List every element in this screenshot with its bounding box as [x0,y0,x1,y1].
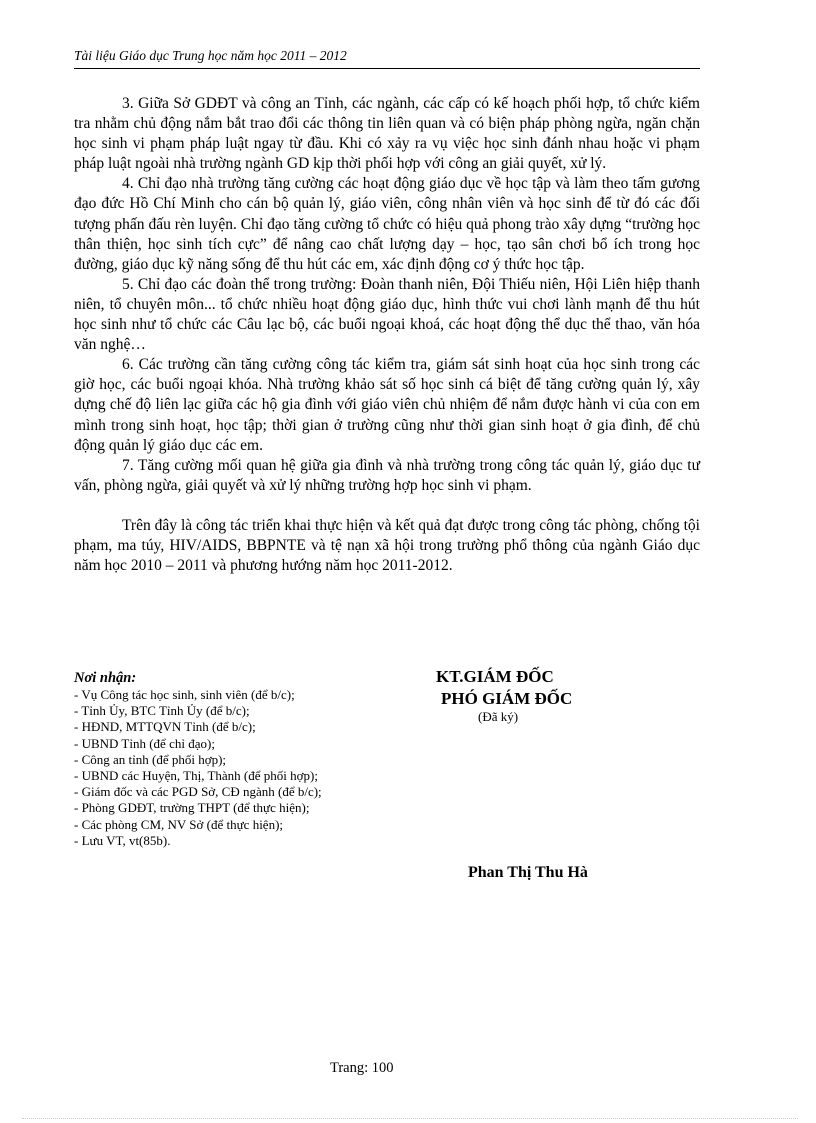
page-number: Trang: 100 [330,1060,394,1076]
signature-note: (Đã ký) [478,709,519,724]
recipient-item: - Phòng GDĐT, trường THPT (để thực hiện); [74,800,310,816]
recipients-title: Nơi nhận: [74,670,137,686]
recipient-item: - Vụ Công tác học sinh, sinh viên (để b/c); [74,687,295,702]
page-header-title: Tài liệu Giáo dục Trung học năm học 2011 – 2012 [74,48,347,63]
document-body [74,94,700,576]
closing-paragraph: Trên đây là công tác triển khai thực hiện và kết quả đạt được trong công tác phòng, chống tội phạm, ma túy, HIV/AIDS, BBPNTE và tệ nạn xã hội trong trường phổ thông của ngành Giáo dục năm học 2010 – 2011 và phương hướng năm học 2011-2012. [74,516,700,575]
recipient-item: - UBND các Huyện, Thị, Thành (để phối hợp); [74,768,318,784]
recipient-item: - UBND Tỉnh (để chỉ đạo); [74,735,215,751]
paragraph-3: 3. Giữa Sở GDĐT và công an Tỉnh, các ngành, các cấp có kế hoạch phối hợp, tổ chức kiểm tra nhằm chủ động nắm bắt trao đổi các thông tin liên quan và có biện pháp phòng ngừa, ngăn chặn học sinh vi phạm pháp luật ngay từ đầu. Khi có xảy ra vụ việc học sinh đánh nhau hoặc vi phạm pháp luật ngoài nhà trường ngành GD kịp thời phối hợp với công an giải quyết, xử lý. [74,95,700,173]
recipient-item: - Công an tỉnh (để phối hợp); [74,751,227,767]
paragraph-4: 4. Chỉ đạo nhà trường tăng cường các hoạt động giáo dục về học tập và làm theo tấm gương đạo đức Hồ Chí Minh cho cán bộ quản lý, giáo viên, công nhân viên và học sinh để từ đó các đối tượng phấn đấu rèn luyện. Chỉ đạo tăng cường tổ chức có hiệu quả phong trào xây dựng “trường học thân thiện, học sinh tích cực” để nâng cao chất lượng dạy – học, tạo sân chơi bổ ích trong học đường, giáo dục kỹ năng sống để thu hút các em, xác định động cơ ý thức học tập. [74,175,700,273]
recipients-block [74,669,404,849]
recipient-item: - Lưu VT, vt(85b). [74,832,171,848]
recipient-item: - Các phòng CM, NV Sở (để thực hiện); [74,816,284,832]
header-divider [74,68,700,69]
recipients-list [74,687,404,849]
recipient-item: - Giám đốc và các PGD Sở, CĐ ngành (để b/c); [74,784,322,800]
signature-title: KT.GIÁM ĐỐC [436,667,554,686]
page-bottom-border [22,1118,798,1119]
recipient-item: - HĐND, MTTQVN Tỉnh (để b/c); [74,719,256,735]
recipient-item: - Tỉnh Ủy, BTC Tỉnh Ủy (để b/c); [74,703,250,719]
paragraph-6: 6. Các trường cần tăng cường công tác kiểm tra, giám sát sinh hoạt của học sinh trong các giờ học, các buổi ngoại khóa. Nhà trường khảo sát số học sinh cá biệt để tăng cường quản lý, xây dựng chế độ liên lạc giữa các hộ gia đình với giáo viên chủ nhiệm để nắm được hành vi của con em mình trong sinh hoạt, học tập; thời gian ở trường cũng như thời gian sinh hoạt ở gia đình, để chủ động quản lý giáo dục các em. [74,356,700,454]
signer-name: Phan Thị Thu Hà [468,864,588,881]
signature-position: PHÓ GIÁM ĐỐC [441,689,573,708]
paragraph-7: 7. Tăng cường mối quan hệ giữa gia đình và nhà trường trong công tác quản lý, giáo dục tư vấn, phòng ngừa, giải quyết và xử lý những trường hợp học sinh vi phạm. [74,456,700,494]
paragraph-5: 5. Chỉ đạo các đoàn thể trong trường: Đoàn thanh niên, Đội Thiếu niên, Hội Liên hiệp thanh niên, tổ chuyên môn... tổ chức nhiều hoạt động giáo dục, hình thức vui chơi lành mạnh để thu hút học sinh như tổ chức các Câu lạc bộ, các buổi ngoại khoá, các hoạt động thể dục thể thao, văn hóa văn nghệ… [74,275,700,354]
